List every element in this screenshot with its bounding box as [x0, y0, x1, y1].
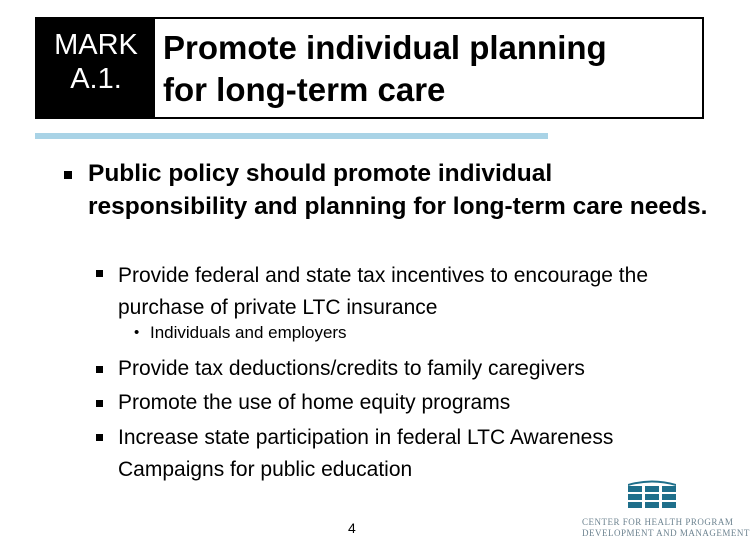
- slide-title: [163, 27, 696, 111]
- logo-line1: CENTER FOR HEALTH PROGRAM: [582, 517, 734, 527]
- accent-divider: [35, 133, 548, 139]
- sub-sub-bullet-text: Individuals and employers: [150, 323, 347, 342]
- bullet-square-icon: [96, 270, 103, 277]
- bullet-square-icon: [96, 366, 103, 373]
- bullet-square-icon: [64, 171, 72, 179]
- mark-label: [37, 19, 155, 117]
- slide-header: [35, 17, 704, 119]
- slide-title-line2: for long-term care: [163, 71, 446, 108]
- sub-bullet-text: Promote the use of home equity programs: [118, 391, 511, 414]
- mark-label-line1: MARK: [54, 29, 138, 61]
- sub-bullet-text: Provide federal and state tax incentives to encourage the purchase of private LTC insurance: [118, 264, 649, 319]
- organization-logo-text: [582, 517, 750, 539]
- mark-label-line2: A.1.: [70, 63, 122, 95]
- logo-line2: DEVELOPMENT AND MANAGEMENT: [582, 528, 750, 538]
- sub-bullet-text: Provide tax deductions/credits to family caregivers: [118, 357, 585, 380]
- slide-title-line1: Promote individual planning: [163, 29, 607, 66]
- bullet-square-icon: [96, 434, 103, 441]
- page-number: 4: [348, 520, 356, 536]
- organization-logo-icon: [628, 480, 676, 514]
- bullet-square-icon: [96, 400, 103, 407]
- sub-sub-bullet-dot: •: [134, 324, 140, 341]
- sub-bullet-text: Increase state participation in federal LTC Awareness Campaigns for public education: [118, 426, 614, 481]
- main-bullet-text: Public policy should promote individual responsibility and planning for long-term care needs.: [88, 160, 708, 220]
